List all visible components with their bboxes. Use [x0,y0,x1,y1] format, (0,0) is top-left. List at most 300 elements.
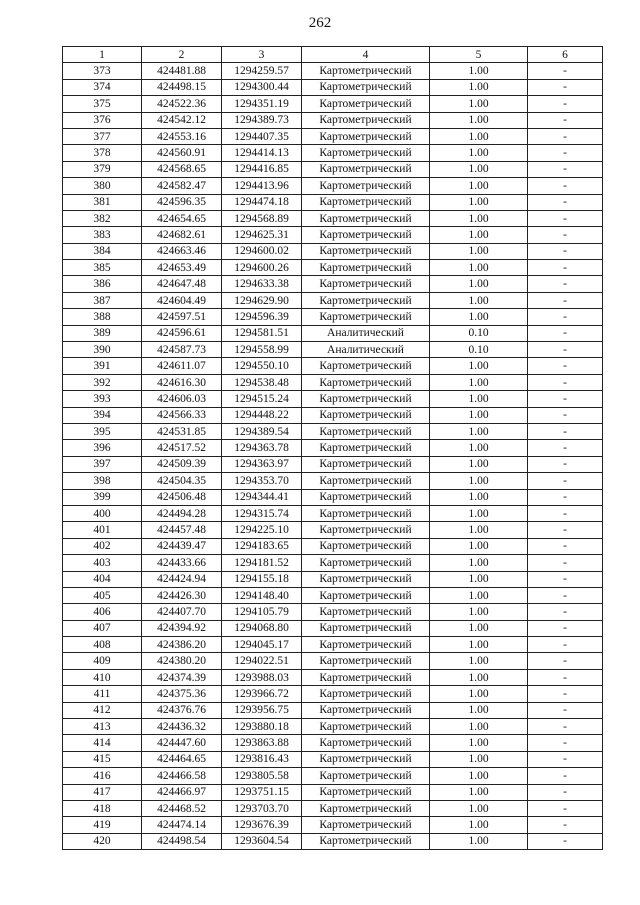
table-row [63,374,603,390]
x-coordinate-cell: 424654.65 [142,210,222,226]
table-row [63,800,603,816]
x-coordinate-cell: 424604.49 [142,292,222,308]
y-coordinate-cell: 1294600.26 [222,260,302,276]
table-row [63,833,603,849]
accuracy-cell: 1.00 [430,243,528,259]
point-number-cell: 404 [63,571,142,587]
point-number-cell: 389 [63,325,142,341]
accuracy-cell: 1.00 [430,161,528,177]
x-coordinate-cell: 424498.15 [142,79,222,95]
accuracy-cell: 1.00 [430,79,528,95]
y-coordinate-cell: 1294155.18 [222,571,302,587]
x-coordinate-cell: 424596.35 [142,194,222,210]
accuracy-cell: 1.00 [430,604,528,620]
x-coordinate-cell: 424682.61 [142,227,222,243]
point-number-cell: 405 [63,587,142,603]
table-row [63,702,603,718]
method-cell: Картометрический [302,604,430,620]
y-coordinate-cell: 1294351.19 [222,96,302,112]
y-coordinate-cell: 1294363.78 [222,440,302,456]
accuracy-cell: 1.00 [430,587,528,603]
x-coordinate-cell: 424439.47 [142,538,222,554]
point-number-cell: 406 [63,604,142,620]
note-cell: - [528,243,603,259]
accuracy-cell: 1.00 [430,784,528,800]
x-coordinate-cell: 424506.48 [142,489,222,505]
accuracy-cell: 1.00 [430,128,528,144]
point-number-cell: 380 [63,178,142,194]
table-row [63,440,603,456]
table-row [63,784,603,800]
x-coordinate-cell: 424433.66 [142,555,222,571]
y-coordinate-cell: 1294389.54 [222,423,302,439]
y-coordinate-cell: 1294407.35 [222,128,302,144]
x-coordinate-cell: 424606.03 [142,391,222,407]
y-coordinate-cell: 1294414.13 [222,145,302,161]
y-coordinate-cell: 1294389.73 [222,112,302,128]
point-number-cell: 411 [63,686,142,702]
y-coordinate-cell: 1294600.02 [222,243,302,259]
note-cell: - [528,374,603,390]
accuracy-cell: 1.00 [430,374,528,390]
method-cell: Картометрический [302,309,430,325]
table-row [63,751,603,767]
note-cell: - [528,456,603,472]
note-cell: - [528,505,603,521]
x-coordinate-cell: 424386.20 [142,637,222,653]
y-coordinate-cell: 1293816.43 [222,751,302,767]
point-number-cell: 383 [63,227,142,243]
point-number-cell: 391 [63,358,142,374]
page-number: 262 [308,15,332,31]
x-coordinate-cell: 424380.20 [142,653,222,669]
note-cell: - [528,587,603,603]
x-coordinate-cell: 424597.51 [142,309,222,325]
x-coordinate-cell: 424647.48 [142,276,222,292]
point-number-cell: 375 [63,96,142,112]
x-coordinate-cell: 424542.12 [142,112,222,128]
method-cell: Картометрический [302,571,430,587]
y-coordinate-cell: 1294022.51 [222,653,302,669]
accuracy-cell: 1.00 [430,260,528,276]
point-number-cell: 414 [63,735,142,751]
x-coordinate-cell: 424426.30 [142,587,222,603]
y-coordinate-cell: 1293956.75 [222,702,302,718]
point-number-cell: 398 [63,473,142,489]
x-coordinate-cell: 424653.49 [142,260,222,276]
x-coordinate-cell: 424582.47 [142,178,222,194]
y-coordinate-cell: 1294315.74 [222,505,302,521]
note-cell: - [528,653,603,669]
method-cell: Картометрический [302,505,430,521]
y-coordinate-cell: 1294515.24 [222,391,302,407]
x-coordinate-cell: 424375.36 [142,686,222,702]
method-cell: Картометрический [302,210,430,226]
x-coordinate-cell: 424596.61 [142,325,222,341]
point-number-cell: 388 [63,309,142,325]
accuracy-cell: 1.00 [430,227,528,243]
x-coordinate-cell: 424522.36 [142,96,222,112]
method-cell: Картометрический [302,702,430,718]
table-row [63,604,603,620]
column-header: 1 [63,47,142,63]
table-row [63,342,603,358]
note-cell: - [528,423,603,439]
point-number-cell: 418 [63,800,142,816]
y-coordinate-cell: 1294550.10 [222,358,302,374]
x-coordinate-cell: 424481.88 [142,63,222,79]
method-cell: Аналитический [302,325,430,341]
point-number-cell: 385 [63,260,142,276]
x-coordinate-cell: 424457.48 [142,522,222,538]
table-row [63,96,603,112]
y-coordinate-cell: 1294448.22 [222,407,302,423]
y-coordinate-cell: 1294148.40 [222,587,302,603]
note-cell: - [528,96,603,112]
point-number-cell: 379 [63,161,142,177]
table-row [63,587,603,603]
point-number-cell: 377 [63,128,142,144]
table-row [63,260,603,276]
method-cell: Картометрический [302,768,430,784]
y-coordinate-cell: 1293880.18 [222,719,302,735]
accuracy-cell: 1.00 [430,96,528,112]
y-coordinate-cell: 1293988.03 [222,669,302,685]
method-cell: Картометрический [302,669,430,685]
note-cell: - [528,571,603,587]
y-coordinate-cell: 1294538.48 [222,374,302,390]
y-coordinate-cell: 1294353.70 [222,473,302,489]
method-cell: Картометрический [302,161,430,177]
table-row [63,456,603,472]
accuracy-cell: 1.00 [430,391,528,407]
point-number-cell: 420 [63,833,142,849]
method-cell: Картометрический [302,96,430,112]
note-cell: - [528,686,603,702]
accuracy-cell: 1.00 [430,505,528,521]
note-cell: - [528,719,603,735]
accuracy-cell: 1.00 [430,63,528,79]
point-number-cell: 397 [63,456,142,472]
point-number-cell: 376 [63,112,142,128]
method-cell: Картометрический [302,833,430,849]
method-cell: Картометрический [302,227,430,243]
method-cell: Картометрический [302,423,430,439]
note-cell: - [528,800,603,816]
y-coordinate-cell: 1294300.44 [222,79,302,95]
note-cell: - [528,63,603,79]
point-number-cell: 410 [63,669,142,685]
method-cell: Картометрический [302,538,430,554]
method-cell: Картометрический [302,128,430,144]
accuracy-cell: 1.00 [430,768,528,784]
note-cell: - [528,768,603,784]
accuracy-cell: 1.00 [430,571,528,587]
y-coordinate-cell: 1294105.79 [222,604,302,620]
point-number-cell: 403 [63,555,142,571]
table-row [63,227,603,243]
accuracy-cell: 1.00 [430,358,528,374]
note-cell: - [528,407,603,423]
note-cell: - [528,817,603,833]
method-cell: Картометрический [302,620,430,636]
table-row [63,522,603,538]
x-coordinate-cell: 424466.58 [142,768,222,784]
point-number-cell: 390 [63,342,142,358]
y-coordinate-cell: 1294259.57 [222,63,302,79]
note-cell: - [528,325,603,341]
method-cell: Картометрический [302,637,430,653]
table-row [63,686,603,702]
point-number-cell: 408 [63,637,142,653]
accuracy-cell: 1.00 [430,620,528,636]
x-coordinate-cell: 424376.76 [142,702,222,718]
table-row [63,719,603,735]
note-cell: - [528,538,603,554]
table-row [63,309,603,325]
accuracy-cell: 1.00 [430,112,528,128]
note-cell: - [528,194,603,210]
accuracy-cell: 1.00 [430,407,528,423]
x-coordinate-cell: 424553.16 [142,128,222,144]
y-coordinate-cell: 1293863.88 [222,735,302,751]
accuracy-cell: 1.00 [430,145,528,161]
note-cell: - [528,358,603,374]
note-cell: - [528,604,603,620]
method-cell: Картометрический [302,719,430,735]
method-cell: Картометрический [302,374,430,390]
x-coordinate-cell: 424509.39 [142,456,222,472]
point-number-cell: 381 [63,194,142,210]
note-cell: - [528,489,603,505]
y-coordinate-cell: 1294183.65 [222,538,302,554]
x-coordinate-cell: 424663.46 [142,243,222,259]
point-number-cell: 401 [63,522,142,538]
note-cell: - [528,276,603,292]
note-cell: - [528,751,603,767]
note-cell: - [528,735,603,751]
accuracy-cell: 0.10 [430,342,528,358]
accuracy-cell: 1.00 [430,522,528,538]
point-number-cell: 386 [63,276,142,292]
point-number-cell: 382 [63,210,142,226]
y-coordinate-cell: 1293751.15 [222,784,302,800]
note-cell: - [528,260,603,276]
table-row [63,423,603,439]
y-coordinate-cell: 1294363.97 [222,456,302,472]
method-cell: Аналитический [302,342,430,358]
method-cell: Картометрический [302,587,430,603]
table-row [63,669,603,685]
note-cell: - [528,637,603,653]
x-coordinate-cell: 424587.73 [142,342,222,358]
accuracy-cell: 1.00 [430,702,528,718]
y-coordinate-cell: 1294596.39 [222,309,302,325]
y-coordinate-cell: 1293604.54 [222,833,302,849]
point-number-cell: 396 [63,440,142,456]
method-cell: Картометрический [302,735,430,751]
x-coordinate-cell: 424474.14 [142,817,222,833]
note-cell: - [528,522,603,538]
point-number-cell: 384 [63,243,142,259]
table-row [63,358,603,374]
table-row [63,571,603,587]
table-row [63,128,603,144]
table-row [63,473,603,489]
table-row [63,161,603,177]
method-cell: Картометрический [302,686,430,702]
accuracy-cell: 1.00 [430,653,528,669]
accuracy-cell: 1.00 [430,309,528,325]
method-cell: Картометрический [302,489,430,505]
table-row [63,210,603,226]
accuracy-cell: 1.00 [430,292,528,308]
y-coordinate-cell: 1293703.70 [222,800,302,816]
accuracy-cell: 1.00 [430,489,528,505]
y-coordinate-cell: 1294045.17 [222,637,302,653]
method-cell: Картометрический [302,440,430,456]
note-cell: - [528,227,603,243]
point-number-cell: 374 [63,79,142,95]
point-number-cell: 400 [63,505,142,521]
column-header: 2 [142,47,222,63]
x-coordinate-cell: 424566.33 [142,407,222,423]
table-row [63,505,603,521]
accuracy-cell: 0.10 [430,325,528,341]
note-cell: - [528,128,603,144]
table-row [63,391,603,407]
table-row [63,292,603,308]
x-coordinate-cell: 424494.28 [142,505,222,521]
method-cell: Картометрический [302,243,430,259]
table-body [63,63,603,850]
note-cell: - [528,784,603,800]
column-header: 3 [222,47,302,63]
table-row [63,325,603,341]
x-coordinate-cell: 424611.07 [142,358,222,374]
x-coordinate-cell: 424517.52 [142,440,222,456]
y-coordinate-cell: 1294568.89 [222,210,302,226]
table-row [63,276,603,292]
method-cell: Картометрический [302,260,430,276]
method-cell: Картометрический [302,407,430,423]
note-cell: - [528,112,603,128]
accuracy-cell: 1.00 [430,686,528,702]
point-number-cell: 415 [63,751,142,767]
note-cell: - [528,440,603,456]
method-cell: Картометрический [302,63,430,79]
y-coordinate-cell: 1294474.18 [222,194,302,210]
y-coordinate-cell: 1294068.80 [222,620,302,636]
x-coordinate-cell: 424531.85 [142,423,222,439]
y-coordinate-cell: 1294625.31 [222,227,302,243]
x-coordinate-cell: 424436.32 [142,719,222,735]
x-coordinate-cell: 424498.54 [142,833,222,849]
note-cell: - [528,620,603,636]
y-coordinate-cell: 1294344.41 [222,489,302,505]
table-row [63,194,603,210]
x-coordinate-cell: 424560.91 [142,145,222,161]
table-row [63,63,603,79]
note-cell: - [528,473,603,489]
x-coordinate-cell: 424394.92 [142,620,222,636]
method-cell: Картометрический [302,522,430,538]
note-cell: - [528,555,603,571]
accuracy-cell: 1.00 [430,719,528,735]
accuracy-cell: 1.00 [430,538,528,554]
point-number-cell: 392 [63,374,142,390]
x-coordinate-cell: 424468.52 [142,800,222,816]
x-coordinate-cell: 424504.35 [142,473,222,489]
column-header: 5 [430,47,528,63]
accuracy-cell: 1.00 [430,800,528,816]
accuracy-cell: 1.00 [430,817,528,833]
y-coordinate-cell: 1293966.72 [222,686,302,702]
column-header: 6 [528,47,603,63]
point-number-cell: 378 [63,145,142,161]
method-cell: Картометрический [302,817,430,833]
accuracy-cell: 1.00 [430,194,528,210]
table-row [63,620,603,636]
x-coordinate-cell: 424374.39 [142,669,222,685]
table-row [63,145,603,161]
method-cell: Картометрический [302,456,430,472]
accuracy-cell: 1.00 [430,423,528,439]
point-number-cell: 416 [63,768,142,784]
y-coordinate-cell: 1294225.10 [222,522,302,538]
point-number-cell: 399 [63,489,142,505]
y-coordinate-cell: 1294629.90 [222,292,302,308]
table-row [63,178,603,194]
note-cell: - [528,391,603,407]
method-cell: Картометрический [302,784,430,800]
y-coordinate-cell: 1294558.99 [222,342,302,358]
table-row [63,555,603,571]
table-header-row [63,47,603,63]
table-row [63,407,603,423]
method-cell: Картометрический [302,276,430,292]
table-row [63,653,603,669]
table-row [63,768,603,784]
point-number-cell: 419 [63,817,142,833]
accuracy-cell: 1.00 [430,833,528,849]
note-cell: - [528,178,603,194]
point-number-cell: 373 [63,63,142,79]
table-row [63,489,603,505]
point-number-cell: 412 [63,702,142,718]
accuracy-cell: 1.00 [430,735,528,751]
method-cell: Картометрический [302,358,430,374]
accuracy-cell: 1.00 [430,555,528,571]
note-cell: - [528,79,603,95]
note-cell: - [528,309,603,325]
table-row [63,243,603,259]
accuracy-cell: 1.00 [430,456,528,472]
note-cell: - [528,702,603,718]
coordinates-table [62,46,603,850]
y-coordinate-cell: 1293805.58 [222,768,302,784]
point-number-cell: 413 [63,719,142,735]
x-coordinate-cell: 424407.70 [142,604,222,620]
method-cell: Картометрический [302,391,430,407]
method-cell: Картометрический [302,292,430,308]
point-number-cell: 387 [63,292,142,308]
y-coordinate-cell: 1294181.52 [222,555,302,571]
column-header: 4 [302,47,430,63]
point-number-cell: 395 [63,423,142,439]
y-coordinate-cell: 1294413.96 [222,178,302,194]
point-number-cell: 402 [63,538,142,554]
